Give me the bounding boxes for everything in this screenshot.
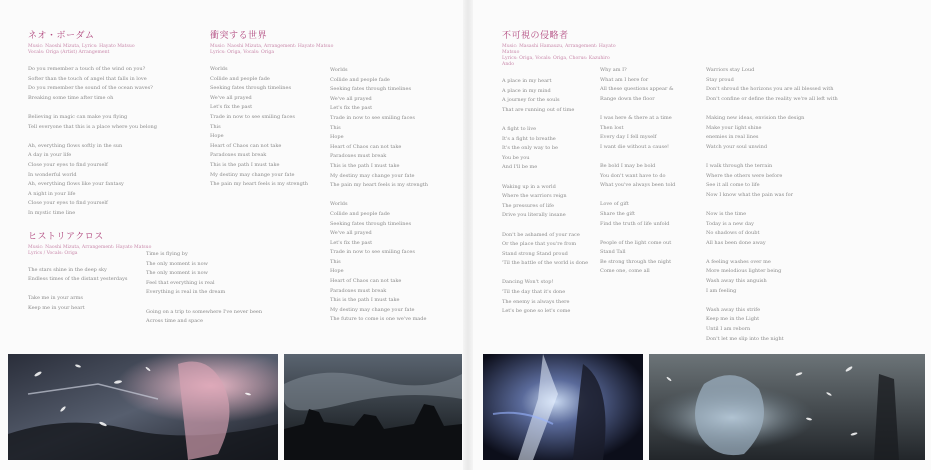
lyrics-block [28,65,193,219]
lyric-line: Worlds [330,201,348,208]
lyric-line: Worlds [330,67,348,73]
stanza-gap [600,104,715,114]
lyric-line: A fight to live [502,125,537,132]
lyric-line: Don't confine or define the reality we're all left with [706,95,838,102]
credit-line: Lyrics: Origa, Vocals: Origa, Chorus: Kazuhiro Ando [502,56,610,67]
warrior-illustration [8,354,278,460]
lyric-line: Paradoxes must break [330,287,387,294]
lyric-line: Everything is real in the dream [146,289,226,296]
lyric-line: Collide and people fade [330,210,390,217]
lyric-line: 'Til the battle of the world is done [502,260,589,267]
lyric-line: Let's fix the past [330,239,373,246]
lyric-line: Now I know what the pain was for [706,191,794,198]
lyric-line: It's a fight to breathe [502,135,556,142]
lyric-line: Wash away this strife [706,306,761,313]
lyric-line: All these questions appear & [600,86,674,93]
lyric-line: My destiny may change your fate [210,171,295,178]
lyric-line: Where the warriors reign [502,193,567,200]
lyric-line: In wonderful world [28,171,77,178]
lyric-line: Until I am reborn [706,326,751,333]
lyrics-block [600,66,715,277]
lyric-line: This [330,258,341,265]
lyric-line: Today is a new day [706,220,754,227]
song-credits [502,44,622,68]
lyric-line: My destiny may change your fate [330,172,415,179]
lyric-line: Keep me in the Light [706,316,760,323]
lyric-line: A day in your life [28,152,72,159]
lyric-line: Going on a trip to somewhere I've never been [146,308,263,315]
lyrics-column-4 [330,66,460,325]
lyric-line: This is the path I must take [330,297,400,304]
lyrics-column-3 [210,30,350,190]
lyric-line: Paradoxes must break [330,153,387,160]
lyric-line: People of the light come out [600,239,672,246]
lyric-line: Now is the time [706,210,747,217]
lyric-line: Keep me in your heart [28,304,85,311]
lyric-line: Be bold I may be bold [600,162,656,169]
stanza-gap [706,200,906,210]
lyric-line: Worlds [210,66,228,72]
lyric-line: I was here & there at a time [600,114,672,121]
dark-knight-illustration [483,354,643,460]
lyric-line: Ah, everything flows like your fantasy [28,181,124,188]
lyric-line: Paradoxes must break [210,152,267,159]
lyric-line: Stand Tall [600,249,626,256]
lyric-line: Then lost [600,124,624,131]
credit-line: Music: Naoshi Mizuta, Arrangement: Hayato Matsuo [210,44,334,49]
lyric-line: Trade in now to see smiling faces [330,114,415,121]
lyric-line: Trade in now to see smiling faces [330,249,415,256]
lyric-line: A place in my heart [502,78,552,84]
lyric-line: I am feeling [706,287,737,294]
lyric-line: Be strong through the night [600,258,672,265]
lyric-line: A night in your life [28,190,76,197]
lyric-line: Or the place that you're from [502,241,577,248]
lyrics-block [146,250,286,327]
lyric-line: The only moment is now [146,270,208,277]
credit-line: Lyrics: Origa, Vocals: Origa [210,50,275,55]
credit-line: Vocals: Origa (Artist) Arrangement [28,50,110,55]
lyric-line: A place in my mind [502,87,551,94]
lyric-line: We've all prayed [330,230,372,237]
credit-line: Lyrics / Vocals: Origa [28,250,78,256]
lyric-line: I want die without a cause! [600,143,670,150]
lyric-line: Close your eyes to find yourself [28,200,108,207]
stanza-gap [706,152,906,162]
lyric-line: This is the path I must take [210,161,280,168]
lyric-line: Heart of Chaos can not take [330,278,402,285]
credit-line: Music: Masashi Hamauzu, Arrangement: Hayato Matsuo [502,44,616,55]
lyric-line: Seeking fates through timelines [330,86,412,93]
lyric-line: Do you remember a touch of the wind on you? [28,66,146,72]
lyric-line: Let's fix the past [210,104,253,111]
lyric-line: Making new ideas, envision the design [706,114,805,121]
lyric-line: See it all come to life [706,182,760,189]
lyric-line: It's the only way to be [502,145,558,152]
song-credits [210,44,350,56]
lyric-line: The pressures of life [502,202,554,209]
lyric-line: What am I here for [600,76,649,83]
lyric-line: Ah, everything flows softly in the sun [28,142,123,149]
lyric-line: No shadows of doubt [706,230,760,237]
stanza-gap [706,344,906,354]
stanza-gap [706,296,906,306]
ruined-city-illustration [284,354,462,460]
lyric-line: Stay proud [706,76,734,83]
crystal-throne-illustration [649,354,925,460]
lyric-line: Find the truth of life unfold [600,220,670,227]
lyric-line: Share the gift [600,210,636,217]
lyric-line: Dancing Won't stop! [502,279,554,286]
song-credits [28,44,193,56]
lyric-line: Drive you literally insane [502,212,566,219]
lyric-line: This [210,123,221,130]
lyric-line: enemies in real lines [706,134,759,141]
lyric-line: You be you [502,154,530,161]
stanza-gap [146,298,286,308]
lyric-line: The enemy is always there [502,298,570,305]
song-title: 衝突する世界 [210,31,268,41]
lyric-line: Breaking some time after time oh [28,94,114,101]
lyric-line: All has been done away [706,239,766,246]
lyric-line: Make your light shine [706,124,762,131]
lyric-line: Seeking fates through timelines [330,220,412,227]
lyric-line: Endless times of the distant yesterdays [28,276,128,283]
page-gutter [463,0,473,470]
scene-image-warrior [8,354,278,460]
lyric-line: Do you remember the sound of the ocean waves? [28,85,153,92]
lyrics-block [210,65,350,190]
lyric-line: Across time and space [146,318,203,325]
lyric-line: Trade in now to see smiling faces [210,113,295,120]
stanza-gap [28,132,193,142]
lyric-line: Where the others were before [706,172,783,179]
lyric-line: Every day I fell myself [600,134,657,141]
lyrics-column-2 [146,250,286,327]
stanza-gap [330,191,460,201]
lyric-line: The pain my heart feels is my strength [210,181,309,188]
lyric-line: Warriors stay Loud [706,67,755,73]
lyric-line: Heart of Chaos can not take [330,143,402,150]
stanza-gap [706,104,906,114]
lyric-line: A journey for the souls [502,97,560,104]
lyrics-column-6 [600,66,715,277]
lyric-line: Range down the floor [600,95,655,102]
stanza-gap [706,248,906,258]
stanza-gap [28,103,193,113]
lyric-line: Don't let me slip into the night [706,335,784,342]
lyric-line: We've all prayed [330,95,372,102]
credit-line: Music: Naoshi Mizuta, Lyrics: Hayato Matsuo [28,44,135,49]
song-title: ネオ・ボーダム [28,31,95,41]
lyric-line: Wash away this anguish [706,278,767,285]
lyric-line: Feel that everything is real [146,279,215,286]
lyrics-block [706,66,906,402]
lyric-line: Let's fix the past [330,105,373,112]
song-title: 不可視の侵略者 [502,31,569,41]
lyric-line: The pain my heart feels is my strength [330,182,429,189]
scene-image-crystal-throne [649,354,925,460]
lyric-line: My destiny may change your fate [330,306,415,313]
lyric-line: What you've always been told [600,182,676,189]
lyric-line: Stand strong Stand proud [502,250,568,257]
stanza-gap [600,229,715,239]
lyric-line: We've all prayed [210,94,252,101]
lyric-line: Seeking fates through timelines [210,85,292,92]
lyric-line: Hope [330,134,344,141]
lyric-line: Love of gift [600,201,629,208]
lyric-line: Tell everyone that this is a place where you belong [28,123,157,130]
lyric-line: Close your eyes to find yourself [28,161,108,168]
lyric-line: 'Til the day that it's done [502,289,566,296]
lyric-line: Hope [330,268,344,275]
credit-line: Music: Naoshi Mizuta, Arrangement: Hayato Matsuo [28,244,152,250]
lyric-line: Hope [210,133,224,140]
lyric-line: Why am I? [600,67,627,73]
lyric-line: I walk through the terrain [706,162,773,169]
lyrics-block [330,66,460,325]
lyric-line: Watch your soul unwind [706,143,768,150]
lyric-line: The only moment is now [146,260,208,267]
lyric-line: That are running out of time [502,106,575,113]
song-title: ヒストリアクロス [28,231,104,242]
lyric-line: Don't shroud the horizons you are all blessed with [706,86,834,93]
lyric-line: This [330,124,341,131]
lyrics-column-7 [706,66,906,402]
lyric-line: Believing in magic can make you flying [28,113,128,120]
lyric-line: And I'll be me [502,164,538,171]
lyric-line: The future to come is one we've made [330,316,427,323]
lyric-line: Come one, come all [600,268,650,275]
stanza-gap [600,152,715,162]
scene-image-dark-knight [483,354,643,460]
lyric-line: You don't want have to do [600,172,666,179]
lyric-line: More melodious lighter being [706,268,782,275]
scene-image-ruined-city [284,354,462,460]
lyric-line: Let's be gone so let's come [502,308,571,315]
lyric-line: This is the path I must take [330,162,400,169]
lyric-line: A feeling washes over me [706,258,771,265]
lyric-line: Time is flying by [146,251,188,257]
lyric-line: Collide and people fade [330,76,390,83]
lyric-line: Waking up in a world [502,183,556,190]
lyric-line: In mystic time line [28,209,76,216]
lyric-line: Don't be ashamed of your race [502,231,580,238]
lyric-line: Softer than the touch of angel that falls in love [28,75,147,82]
lyric-line: Collide and people fade [210,75,270,82]
lyric-line: Take me in your arms [28,295,83,302]
lyric-line: The stars shine in the deep sky [28,266,107,273]
lyric-line: Heart of Chaos can not take [210,142,282,149]
stanza-gap [600,191,715,201]
